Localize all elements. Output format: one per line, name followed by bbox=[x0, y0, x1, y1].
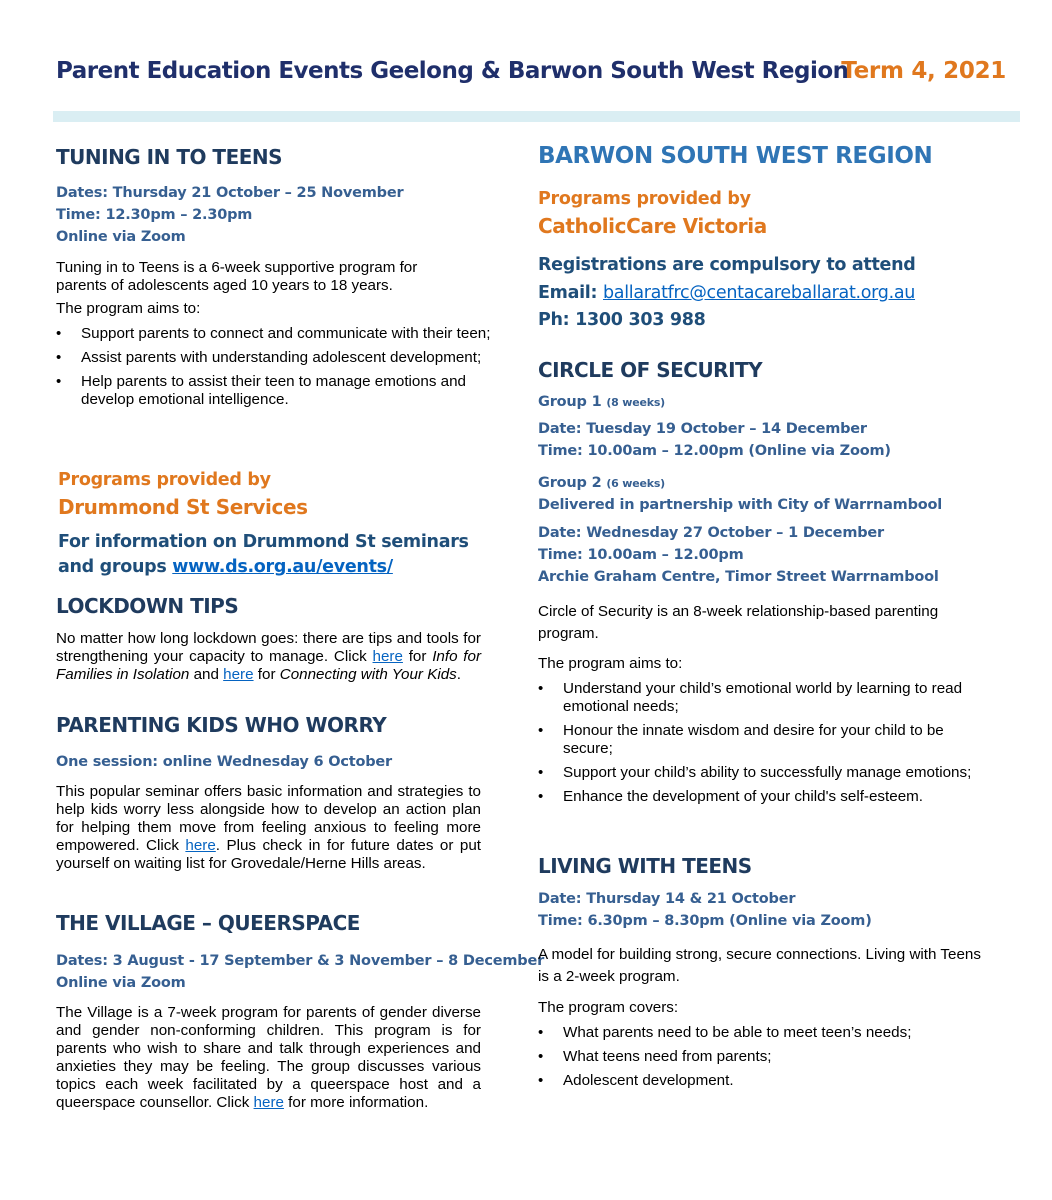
living-time: Time: 6.30pm – 8.30pm (Online via Zoom) bbox=[538, 913, 872, 929]
region-heading: BARWON SOUTH WEST REGION bbox=[538, 143, 933, 169]
worry-text bbox=[56, 783, 481, 873]
cos-description: Circle of Security is an 8-week relationship-based parenting program. bbox=[538, 603, 939, 642]
tuning-aims-label: The program aims to: bbox=[56, 300, 201, 317]
tuning-heading: TUNING IN TO TEENS bbox=[56, 145, 283, 169]
cos-g2-partner: Delivered in partnership with City of Warrnambool bbox=[538, 497, 943, 513]
tuning-dates: Dates: Thursday 21 October – 25 November bbox=[56, 185, 404, 201]
cos-group2-weeks: (6 weeks) bbox=[606, 477, 666, 490]
living-date: Date: Thursday 14 & 21 October bbox=[538, 891, 796, 907]
tuning-time: Time: 12.30pm – 2.30pm bbox=[56, 207, 253, 223]
region-provided-by: Programs provided by bbox=[538, 189, 751, 209]
page-title: Parent Education Events Geelong & Barwon South West Region bbox=[56, 58, 849, 84]
village-heading: THE VILLAGE – QUEERSPACE bbox=[56, 911, 360, 935]
region-provider-name: CatholicCare Victoria bbox=[538, 214, 767, 238]
lockdown-text-2: for bbox=[402, 648, 433, 665]
living-description: A model for building strong, secure connections. Living with Teens is a 2-week program. bbox=[538, 946, 981, 985]
cos-g1-date: Date: Tuesday 19 October – 14 December bbox=[538, 421, 867, 437]
term-label: Term 4, 2021 bbox=[841, 58, 1006, 84]
cos-aims-label: The program aims to: bbox=[538, 655, 683, 672]
cos-group2 bbox=[538, 472, 665, 495]
drummond-info-line2 bbox=[58, 555, 393, 580]
cos-g2-date: Date: Wednesday 27 October – 1 December bbox=[538, 525, 884, 541]
lockdown-isolation-link[interactable]: here bbox=[372, 648, 403, 665]
village-text-2: for more information. bbox=[283, 1094, 429, 1111]
lockdown-text-3: and bbox=[189, 666, 224, 683]
email-link[interactable]: ballaratfrc@centacareballarat.org.au bbox=[603, 283, 916, 303]
drummond-info-text: and groups bbox=[58, 557, 173, 577]
village-text bbox=[56, 1004, 481, 1112]
lockdown-text-1: No matter how long lockdown goes: there are tips and tools for strengthening your capacity to manage. Click bbox=[56, 630, 481, 665]
living-heading: LIVING WITH TEENS bbox=[538, 854, 752, 878]
drummond-provided-by: Programs provided by bbox=[58, 470, 271, 490]
cos-heading: CIRCLE OF SECURITY bbox=[538, 358, 763, 382]
village-dates: Dates: 3 August - 17 September & 3 November – 8 December bbox=[56, 953, 545, 969]
cos-group1-label: Group 1 bbox=[538, 394, 602, 410]
village-text-1: The Village is a 7-week program for parents of gender diverse and gender non-conforming children. This program is for parents who wish to share and talk through experiences and anxieties they may be feeling. The group discusses various topics each week facilitated by a queerspace host and a queerspace counsellor. Click bbox=[56, 1004, 481, 1111]
living-covers-label: The program covers: bbox=[538, 999, 679, 1016]
tuning-online: Online via Zoom bbox=[56, 229, 186, 245]
worry-text-2: . Plus check in for future dates or put yourself on waiting list for Grovedale/Herne Hills areas. bbox=[56, 837, 481, 872]
village-online: Online via Zoom bbox=[56, 975, 186, 991]
list-item: • Support your child’s ability to successfully manage emotions; bbox=[538, 764, 983, 782]
worry-text-1: This popular seminar offers basic information and strategies to help kids worry less alongside how to develop an action plan for helping them move from feeling anxious to feeling more empowered. Click bbox=[56, 783, 481, 854]
drummond-events-link[interactable]: www.ds.org.au/events/ bbox=[172, 557, 393, 577]
lockdown-connecting-kids: Connecting with Your Kids bbox=[279, 666, 457, 683]
list-item: • Enhance the development of your child's self-esteem. bbox=[538, 788, 983, 806]
lockdown-text bbox=[56, 630, 481, 684]
email-label: Email: bbox=[538, 283, 603, 303]
cos-g1-time: Time: 10.00am – 12.00pm (Online via Zoom) bbox=[538, 443, 891, 459]
region-email-line bbox=[538, 281, 915, 306]
cos-g2-time: Time: 10.00am – 12.00pm bbox=[538, 547, 744, 563]
cos-group1 bbox=[538, 391, 665, 414]
tuning-description: Tuning in to Teens is a 6-week supportive program for parents of adolescents aged 10 years to 18 years. bbox=[56, 259, 418, 294]
cos-group1-weeks: (8 weeks) bbox=[606, 396, 666, 409]
list-item: • Understand your child’s emotional world by learning to read emotional needs; bbox=[538, 680, 983, 716]
cos-group2-label: Group 2 bbox=[538, 475, 602, 491]
worry-session: One session: online Wednesday 6 October bbox=[56, 754, 393, 770]
worry-here-link[interactable]: here bbox=[185, 837, 216, 854]
drummond-provider-name: Drummond St Services bbox=[58, 495, 308, 519]
list-item: • What teens need from parents; bbox=[538, 1048, 983, 1066]
header-divider bbox=[53, 111, 1020, 122]
list-item: • Support parents to connect and communicate with their teen; bbox=[56, 325, 496, 343]
lockdown-text-4: for bbox=[253, 666, 280, 683]
lockdown-info-families: Info for Families in Isolation bbox=[56, 648, 482, 683]
region-registrations: Registrations are compulsory to attend bbox=[538, 255, 916, 275]
cos-g2-place: Archie Graham Centre, Timor Street Warrnambool bbox=[538, 569, 939, 585]
list-item: • Adolescent development. bbox=[538, 1072, 983, 1090]
list-item: • Honour the innate wisdom and desire for your child to be secure; bbox=[538, 722, 983, 758]
lockdown-text-5: . bbox=[456, 666, 461, 683]
drummond-info-line1: For information on Drummond St seminars bbox=[58, 532, 469, 552]
lockdown-heading: LOCKDOWN TIPS bbox=[56, 594, 239, 618]
village-here-link[interactable]: here bbox=[253, 1094, 284, 1111]
living-covers-list bbox=[538, 1024, 983, 1096]
list-item: • What parents need to be able to meet teen’s needs; bbox=[538, 1024, 983, 1042]
tuning-aims-list bbox=[56, 325, 496, 415]
list-item: • Assist parents with understanding adolescent development; bbox=[56, 349, 496, 367]
worry-heading: PARENTING KIDS WHO WORRY bbox=[56, 713, 387, 737]
region-phone: Ph: 1300 303 988 bbox=[538, 310, 706, 330]
list-item: • Help parents to assist their teen to manage emotions and develop emotional intelligence. bbox=[56, 373, 496, 409]
lockdown-connecting-link[interactable]: here bbox=[223, 666, 254, 683]
cos-aims-list bbox=[538, 680, 983, 812]
